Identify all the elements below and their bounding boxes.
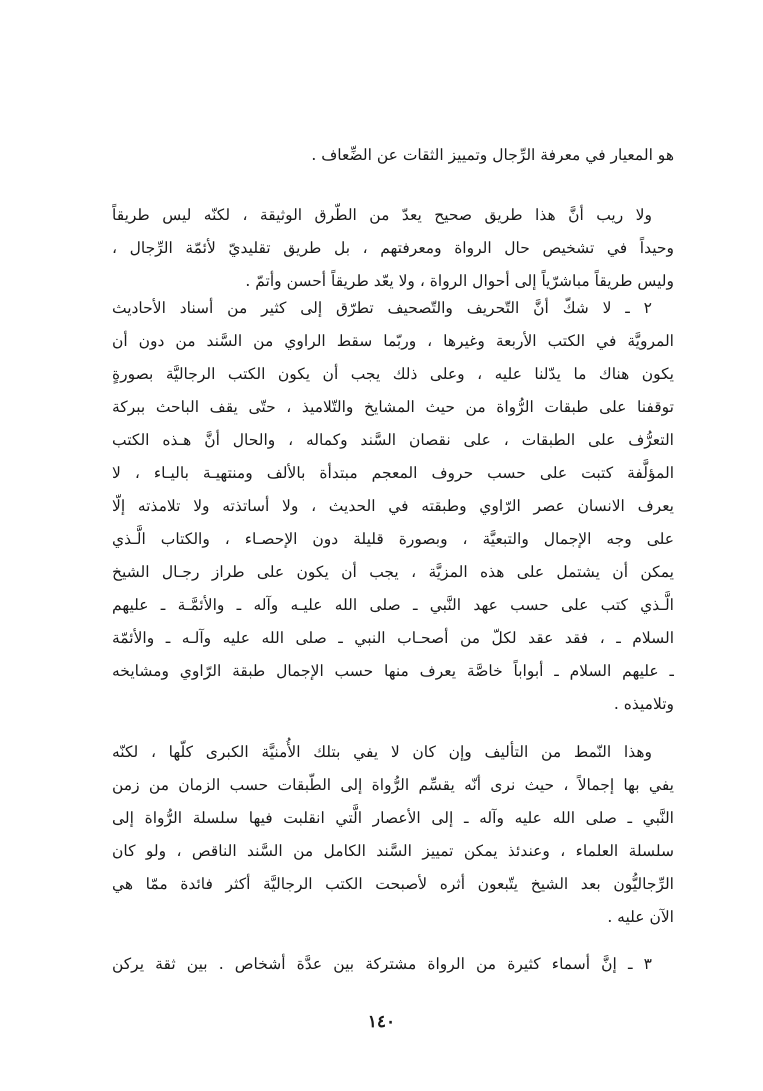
text-line: الآن عليه . — [607, 908, 674, 926]
text-line: يعرف الانسان عصر الرّاوي وطبقته في الحديث ، ولا أساتذته ولا تلامذته إلّا — [112, 497, 674, 515]
paragraph-3 — [112, 292, 674, 721]
text-line: ٣ ـ إنَّ أسماء كثيرة من الرواة مشتركة بين عدَّة أشخاص . بين ثقة يركن — [112, 955, 652, 973]
text-line: على وجه الإجمال والتبعيَّة ، وبصورة قليلة دون الإحصـاء ، والكتاب الَّـذي — [112, 530, 674, 548]
text-line: توقفنا على طبقات الرُّواة من حيث المشايخ والتّلاميذ ، حتّى يقف الباحث ببركة — [112, 398, 674, 416]
text-line: وهذا النّمط من التأليف وإن كان لا يفي بتلك الأُمنيَّة الكبرى كلّها ، لكنّه — [112, 743, 652, 761]
paragraph-2 — [112, 199, 674, 298]
text-line: الَّـذي كتب على حسب عهد النَّبي ـ صلى الله عليـه وآله ـ والأئمَّـة ـ عليهم — [112, 596, 674, 614]
text-line: السلام ـ ، فقد عقد لكلّ من أصحـاب النبي ـ صلى الله عليه وآلـه ـ والأئمّة — [112, 629, 674, 647]
text-line: المرويَّة في الكتب الأربعة وغيرها ، وربّما سقط الراوي من السَّند من دون أن — [112, 332, 674, 350]
text-line: ٢ ـ لا شكّ أنَّ التّحريف والتّصحيف تطرّق إلى كثير من أسناد الأحاديث — [112, 299, 652, 317]
text-line: وحيداً في تشخيص حال الرواة ومعرفتهم ، بل طريق تقليديّ لأئمّة الرِّجال ، — [112, 239, 674, 257]
text-line: سلسلة العلماء ، وعندئذ يمكن تمييز السَّند الكامل من السَّند الناقص ، ولو كان — [112, 842, 674, 860]
text-line: وليس طريقاً مباشرّياً إلى أحوال الرواة ، ولا يعّد طريقاً أحسن وأتمّ . — [245, 272, 674, 290]
text-line: النَّبي ـ صلى الله عليه وآله ـ إلى الأعصار الَّتي انقلبت فيها سلسلة الرُّواة إلى — [112, 809, 674, 827]
text-line: يمكن أن يشتمل على هذه المزيَّة ، يجب أن يكون على طراز رجـال الشيخ — [112, 563, 674, 581]
page-number: ١٤٠ — [367, 1012, 396, 1032]
text-line: ـ عليهم السلام ـ أبواباً خاصَّة يعرف منها حسب الإجمال طبقة الرّاوي ومشايخه — [112, 662, 674, 680]
text-line: التعرُّف على الطبقات ، على نقصان السَّند وكماله ، والحال أنَّ هـذه الكتب — [112, 431, 674, 449]
text-line: هو المعيار في معرفة الرِّجال وتمييز الثقات عن الضِّعاف . — [311, 146, 674, 164]
text-line: الرِّجاليُّون بعد الشيخ يتّبعون أثره لأصبحت الكتب الرجاليَّة أكثر فائدة ممّا هي — [112, 875, 674, 893]
text-line: يفي بها إجمالاً ، حيث نرى أنّه يقسِّم الرُّواة إلى الطّبقات حسب الزمان من زمن — [112, 776, 674, 794]
text-line: ولا ريب أنَّ هذا طريق صحيح يعدّ من الطّرق الوثيقة ، لكنّه ليس طريقاً — [112, 206, 652, 224]
text-line: المؤلَّفة كتبت على حسب حروف المعجم مبتدأة بالألف ومنتهيـة باليـاء ، لا — [112, 464, 674, 482]
text-line: وتلاميذه . — [613, 695, 674, 713]
paragraph-5 — [112, 948, 674, 981]
paragraph-1 — [112, 139, 674, 172]
paragraph-4 — [112, 736, 674, 934]
text-line: يكون هناك ما يدّلنا عليه ، وعلى ذلك يجب أن يكون الكتب الرجاليَّة بصورةٍ — [112, 365, 674, 383]
